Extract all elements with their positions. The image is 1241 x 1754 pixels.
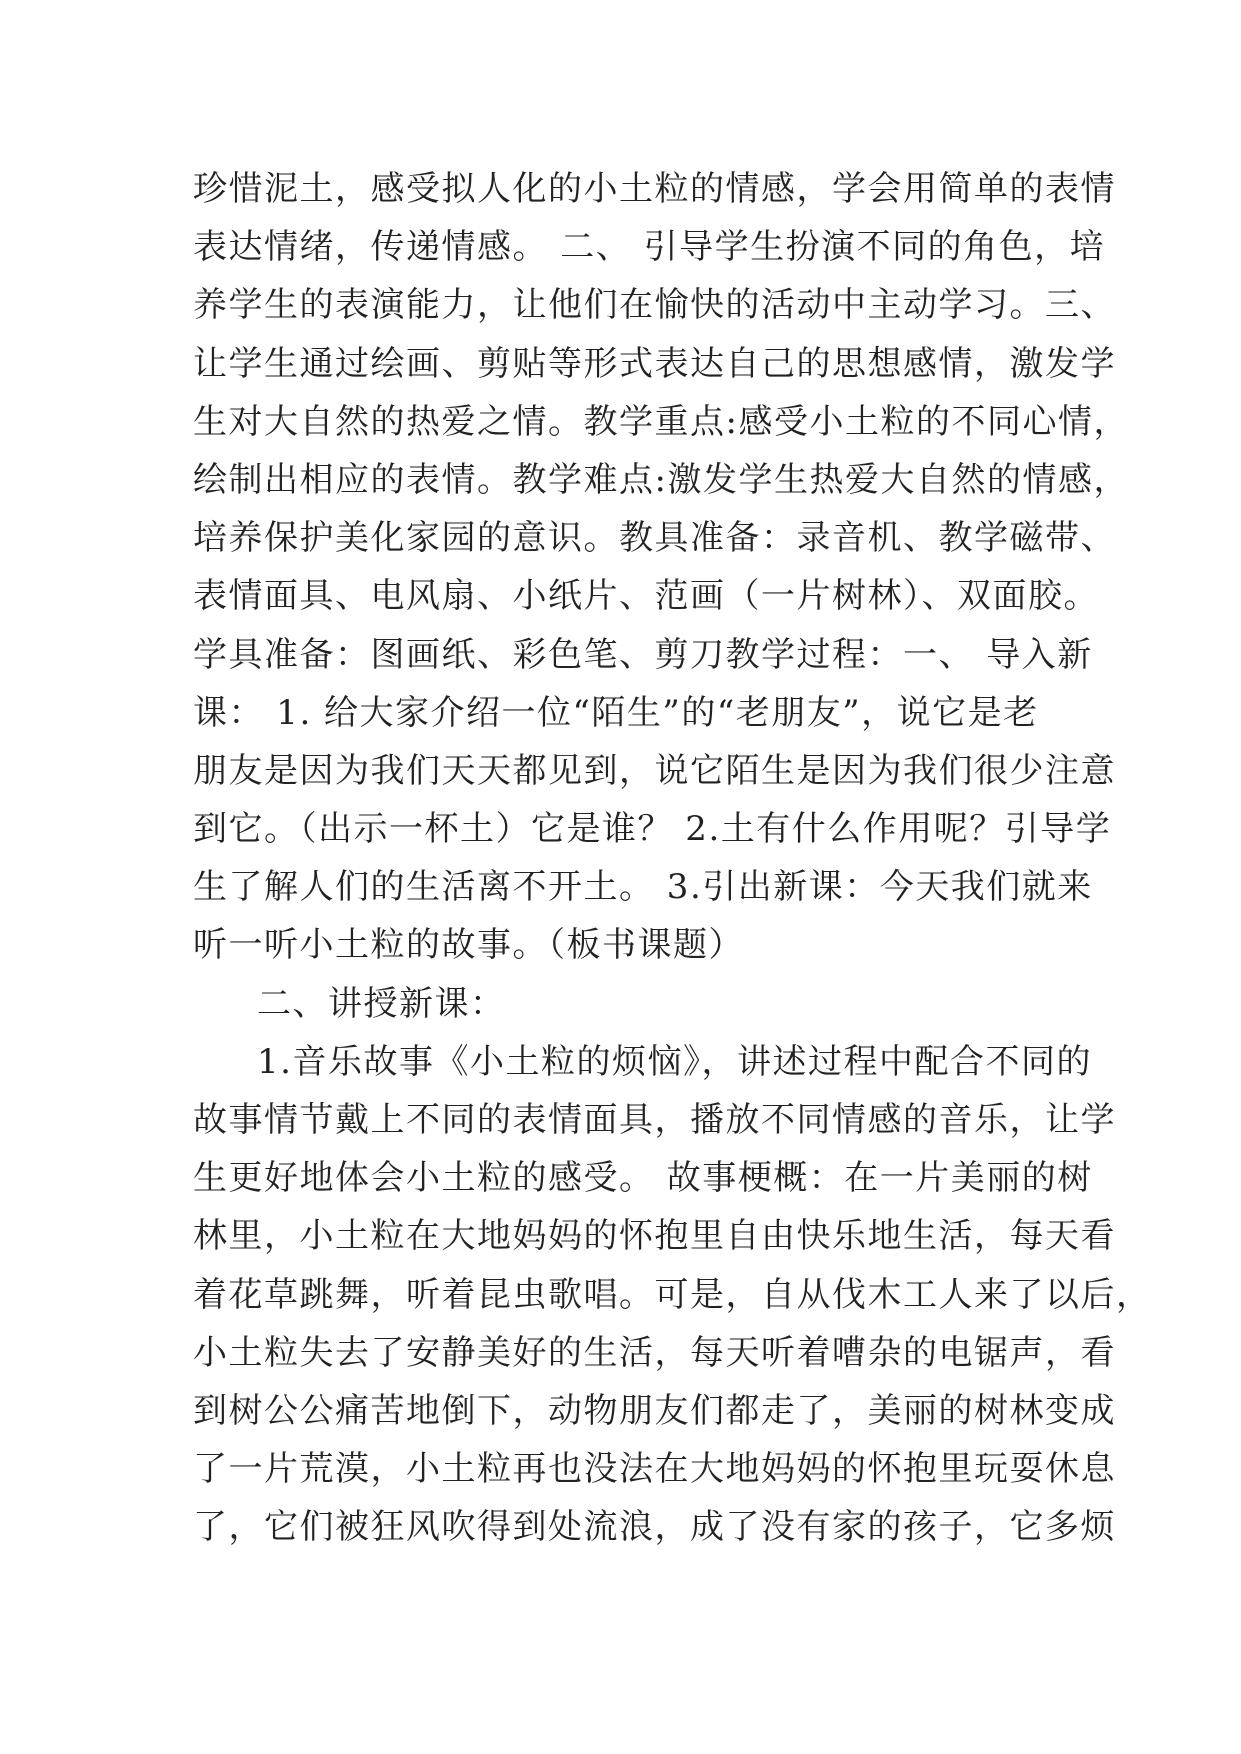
text-line: 到它。（出示一杯土）它是谁？ 2.土有什么作用呢？引导学	[193, 809, 1112, 850]
text-line: 林里，小土粒在大地妈妈的怀抱里自由快乐地生活，每天看	[193, 1216, 1116, 1257]
text-line: 了，它们被狂风吹得到处流浪，成了没有家的孩子，它多烦	[193, 1507, 1116, 1548]
text-line: 绘制出相应的表情。教学难点:激发学生热爱大自然的情感，	[193, 459, 1129, 500]
text-line: 表情面具、电风扇、小纸片、范画（一片树林）、双面胶。	[193, 576, 1099, 617]
text-line: 生更好地体会小土粒的感受。 故事梗概：在一片美丽的树	[193, 1158, 1093, 1199]
text-line: 了一片荒漠，小土粒再也没法在大地妈妈的怀抱里玩耍休息	[193, 1449, 1116, 1490]
text-line: 听一听小土粒的故事。（板书课题）	[193, 925, 744, 966]
text-line: 养学生的表演能力，让他们在愉快的活动中主动学习。三、	[193, 285, 1116, 326]
section-heading: 二、讲授新课：	[257, 983, 506, 1024]
body-text	[193, 160, 1152, 1557]
text-line: 朋友是因为我们天天都见到，说它陌生是因为我们很少注意	[193, 750, 1116, 791]
text-line: 学具准备：图画纸、彩色笔、剪刀教学过程：一、 导入新	[193, 634, 1093, 675]
text-line: 小土粒失去了安静美好的生活，每天听着嘈杂的电锯声，看	[193, 1332, 1116, 1373]
text-line: 让学生通过绘画、剪贴等形式表达自己的思想感情，激发学	[193, 343, 1116, 384]
text-line: 课： 1. 给大家介绍一位“陌生”的“老朋友”，说它是老	[193, 692, 1039, 733]
text-line: 生对大自然的热爱之情。教学重点:感受小土粒的不同心情，	[193, 401, 1129, 442]
text-line: 生了解人们的生活离不开土。 3.引出新课：今天我们就来	[193, 867, 1093, 908]
paragraph-start-line: 1.音乐故事《小土粒的烦恼》，讲述过程中配合不同的	[257, 1041, 1092, 1082]
text-line: 珍惜泥土，感受拟人化的小土粒的情感，学会用简单的表情	[193, 169, 1116, 209]
text-line: 培养保护美化家园的意识。教具准备：录音机、教学磁带、	[193, 518, 1116, 559]
text-line: 到树公公痛苦地倒下，动物朋友们都走了，美丽的树林变成	[193, 1390, 1116, 1431]
text-line: 表达情绪，传递情感。 二、 引导学生扮演不同的角色，培	[193, 227, 1106, 268]
text-line: 故事情节戴上不同的表情面具，播放不同情感的音乐，让学	[193, 1100, 1116, 1140]
text-line: 着花草跳舞，听着昆虫歌唱。可是，自从伐木工人来了以后，	[193, 1274, 1152, 1315]
